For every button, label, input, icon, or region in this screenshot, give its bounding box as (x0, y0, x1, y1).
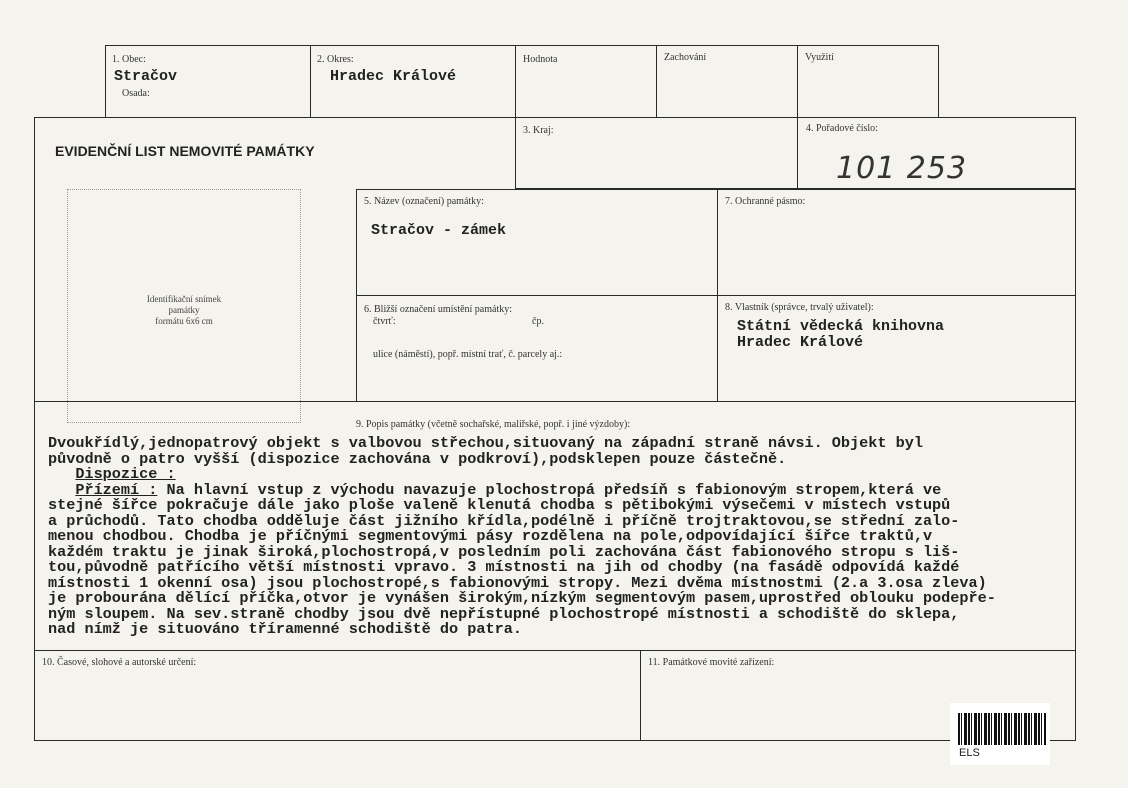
sheet-title: EVIDENČNÍ LIST NEMOVITÉ PAMÁTKY (55, 143, 315, 159)
description-line (48, 483, 1078, 499)
vlastnik-line2: Hradec Králové (737, 334, 864, 351)
zachovani-label: Zachování (664, 52, 707, 63)
description-line: původně o patro vyšší (dispozice zachována v podkroví),podsklepen pouze částečně. (48, 451, 787, 467)
okres-box (310, 45, 516, 118)
vlastnik-box (717, 295, 1076, 402)
description-line: a průchodů. Tato chodba odděluje část jižního křídla,podélně i příčně trojtraktovou,se střední zalo- (48, 513, 960, 529)
separator-line (34, 401, 1076, 402)
casove-box (34, 650, 641, 741)
nazev-box (356, 189, 718, 296)
description-line: tou,původně patřícího větší místnosti vpravo. 3 místnosti na jih od chodby (na fasádě odpovídá každé (48, 560, 960, 576)
ctvrt-label: čtvrť: (373, 316, 396, 327)
okres-value: Hradec Králové (330, 68, 457, 85)
obec-value: Stračov (114, 68, 178, 85)
ochranne-box (717, 189, 1076, 296)
prizemi-heading: Přízemí : (75, 482, 158, 498)
ochranne-label: 7. Ochranné pásmo: (725, 196, 806, 207)
obec-box (105, 45, 311, 118)
photo-caption-line1: Identifikační snímek (146, 294, 222, 304)
poradove-box (797, 117, 1076, 189)
description-text (48, 436, 1078, 638)
osada-label: Osada: (122, 88, 150, 99)
description-line: místnosti 1 okenní osa) jsou plochostropé,s fabionovými stropy. Mezi dvěma místnostmi (2.a 3.osa zleva) (48, 575, 987, 591)
zachovani-box (656, 45, 798, 118)
casove-label: 10. Časové, slohové a autorské určení: (42, 657, 197, 668)
popis-label: 9. Popis památky (včetně sochařské, malířské, popř. i jiné výzdoby): (356, 419, 631, 430)
photo-caption-line3: formátu 6x6 cm (155, 316, 213, 326)
cp-label: čp. (532, 316, 544, 327)
kraj-label: 3. Kraj: (523, 125, 554, 136)
description-line: nad nímž je situováno tříramenné schodiště do patra. (48, 622, 522, 638)
poradove-label: 4. Pořadové číslo: (806, 123, 878, 134)
photo-caption (68, 294, 300, 327)
barcode-sticker (950, 703, 1050, 765)
kraj-box (515, 117, 798, 189)
barcode-icon (958, 713, 1046, 745)
photo-caption-line2: památky (168, 305, 200, 315)
blizsi-label: 6. Bližší označení umístění památky: (364, 304, 513, 315)
description-line: Dvoukřídlý,jednopatrový objekt s valbovou střechou,situovaný na západní straně návsi. Objekt byl (48, 436, 923, 452)
hodnota-label: Hodnota (523, 54, 558, 65)
description-line-rest: Na hlavní vstup z východu navazuje plochostropá předsíň s fabionovým stropem,která ve (157, 482, 942, 498)
description-line: ným sloupem. Na sev.straně chodby jsou dvě nepřístupné plochostropé místnosti a schodiště do sklepa, (48, 606, 960, 622)
vlastnik-line1: Státní vědecká knihovna (737, 318, 945, 335)
barcode-label: ELS (959, 747, 980, 759)
nazev-label: 5. Název (označení) památky: (364, 196, 484, 207)
poradove-value: 101 253 (836, 151, 968, 186)
vyuziti-box (797, 45, 939, 118)
okres-label: 2. Okres: (317, 54, 354, 65)
obec-label: 1. Obec: (112, 54, 146, 65)
description-line: je probourána dělící příčka,otvor je vynášen širokým,nízkým segmentovým pasem,uprostřed oblouku podepře- (48, 591, 996, 607)
description-line (48, 467, 1078, 483)
ulice-label: ulice (náměstí), popř. místní trať, č. parcely aj.: (373, 349, 563, 360)
description-line: každém traktu je jinak široká,plochostropá,v posledním poli zachována část fabionového stropu s liš- (48, 544, 960, 560)
photo-placeholder (67, 189, 301, 423)
dispozice-heading: Dispozice : (75, 467, 176, 483)
description-line: menou chodbou. Chodba je příčnými segmentovými pásy rozdělena na pole,odpovídající šířce traktů,v (48, 529, 933, 545)
blizsi-box (356, 295, 718, 402)
movite-label: 11. Památkové movité zařízení: (648, 657, 775, 668)
vlastnik-label: 8. Vlastník (správce, trvalý uživatel): (725, 302, 874, 313)
hodnota-box (515, 45, 657, 118)
description-line: stejné šířce pokračuje dále jako ploše valeně klenutá chodba s pětibokými výsečemi v místech vstupů (48, 498, 951, 514)
vyuziti-label: Využití (805, 52, 834, 63)
nazev-value: Stračov - zámek (371, 222, 507, 239)
